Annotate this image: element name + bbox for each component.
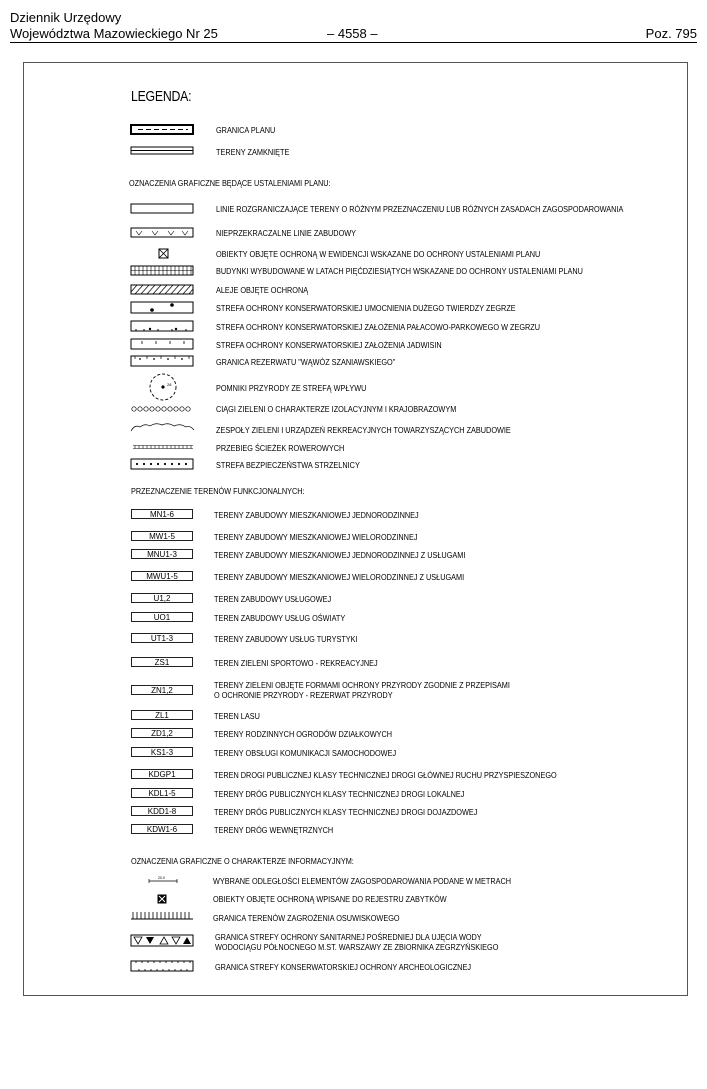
zone-code-ut: UT1-3 [131,633,193,643]
zone-label-kdw: TERENY DRÓG WEWNĘTRZNYCH [214,825,334,835]
zone-label-zn-cont: O OCHRONIE PRZYRODY - REZERWAT PRZYRODY [214,690,393,700]
bike-path-symbol [131,444,195,450]
zone-code-ks: KS1-3 [131,747,193,757]
legend-label-fifties-buildings: BUDYNKI WYBUDOWANE W LATACH PIĘĆDZIESIĄTYCH WSKAZANE DO OCHRONY USTALENIAMI PLANU [216,266,583,276]
page-number: – 4558 – [327,26,378,41]
legend-label-natural-monuments: POMNIKI PRZYRODY ZE STREFĄ WPŁYWU [216,383,367,393]
zone-label-mwu: TERENY ZABUDOWY MIESZKANIOWEJ WIELORODZINNEJ Z USŁUGAMI [214,572,465,582]
zone-label-ut: TERENY ZABUDOWY USŁUG TURYSTYKI [214,634,358,644]
zone-code-zn: ZN1,2 [131,685,193,695]
demarcation-line-symbol [130,203,196,214]
zone-label-kdgp: TEREN DROGI PUBLICZNEJ KLASY TECHNICZNEJ DROGI GŁÓWNEJ RUCHU PRZYSPIESZONEGO [214,770,557,780]
section-title-functional-areas: PRZEZNACZENIE TERENÓW FUNKCJONALNYCH: [131,486,305,496]
green-chain-symbol [131,405,193,413]
zone-code-kdd: KDD1-8 [131,806,193,816]
legend-label-protected-objects: OBIEKTY OBJĘTE OCHRONĄ W EWIDENCJI WSKAZANE DO OCHRONY USTALENIAMI PLANU [216,249,541,259]
info-label-registered-monuments: OBIEKTY OBJĘTE OCHRONĄ WPISANE DO REJESTRU ZABYTKÓW [213,894,447,904]
zone-code-zd: ZD1,2 [131,728,193,738]
zone-code-mn: MN1-6 [131,509,193,519]
fortress-zone-symbol [130,301,196,314]
zone-label-zs: TEREN ZIELENI SPORTOWO - REKREACYJNEJ [214,658,378,668]
zone-code-mnu: MNU1-3 [131,549,193,559]
natural-monument-symbol [146,372,180,402]
zone-label-ks: TERENY OBSŁUGI KOMUNIKACJI SAMOCHODOWEJ [214,748,397,758]
legend-label-green-complexes: ZESPOŁY ZIELENI I URZĄDZEŃ REKREACYJNYCH TOWARZYSZĄCYCH ZABUDOWIE [216,425,511,435]
legend-label-shooting-range: STREFA BEZPIECZEŃSTWA STRZELNICY [216,460,360,470]
zone-label-zl: TEREN LASU [214,711,260,721]
palace-park-zone-symbol [130,320,196,332]
legend-label-reserve-boundary: GRANICA REZERWATU "WĄWÓZ SZANIAWSKIEGO" [216,357,396,367]
reserve-boundary-symbol [130,355,196,367]
legend-label-building-lines: NIEPRZEKRACZALNE LINIE ZABUDOWY [216,228,357,238]
section-title-informational: OZNACZENIA GRAFICZNE O CHARAKTERZE INFORMACYJNYM: [131,856,354,866]
zone-code-mw: MW1-5 [131,531,193,541]
zone-code-kdw: KDW1-6 [131,824,193,834]
closed-areas-symbol [130,146,196,156]
registered-monument-symbol [157,894,167,904]
zone-label-mn: TERENY ZABUDOWY MIESZKANIOWEJ JEDNORODZINNEJ [214,510,419,520]
zone-code-kdl: KDL1-5 [131,788,193,798]
position-number: Poz. 795 [645,26,697,41]
legend-label-fortress-zone: STREFA OCHRONY KONSERWATORSKIEJ UMOCNIENIA DUŻEGO TWIERDZY ZEGRZE [216,303,516,313]
zone-code-kdgp: KDGP1 [131,769,193,779]
protected-alleys-symbol [130,284,196,295]
info-label-water-protection: GRANICA STREFY OCHRONY SANITARNEJ POŚREDNIEJ DLA UJĘCIA WODY [215,932,482,942]
zone-label-uo: TEREN ZABUDOWY USŁUG OŚWIATY [214,613,346,623]
zone-code-zs: ZS1 [131,657,193,667]
journal-title: Dziennik Urzędowy [10,10,122,25]
legend-label-jadwisin-zone: STREFA OCHRONY KONSERWATORSKIEJ ZAŁOŻENIA JADWISIN [216,340,442,350]
legend-label-green-chains: CIĄGI ZIELENI O CHARAKTERZE IZOLACYJNYM I KRAJOBRAZOWYM [216,404,457,414]
svg-text:28: 28 [167,382,172,387]
legend-label-bike-paths: PRZEBIEG ŚCIEŻEK ROWEROWYCH [216,443,345,453]
zone-code-uo: UO1 [131,612,193,622]
legend-label-demarcation-lines: LINIE ROZGRANICZAJĄCE TERENY O RÓŻNYM PRZEZNACZENIU LUB RÓŻNYCH ZASADACH ZAGOSPODAROWANIA [216,204,624,214]
journal-name: Województwa Mazowieckiego Nr 25 [10,26,218,41]
zone-label-u: TEREN ZABUDOWY USŁUGOWEJ [214,594,332,604]
landslide-boundary-symbol [130,910,194,920]
archaeology-zone-symbol [130,960,196,972]
legend-label-plan-boundary: GRANICA PLANU [216,125,276,135]
green-complex-symbol [130,421,196,433]
info-label-landslide: GRANICA TERENÓW ZAGROŻENIA OSUWISKOWEGO [213,913,400,923]
zone-label-zn: TERENY ZIELENI OBJĘTE FORMAMI OCHRONY PRZYRODY ZGODNIE Z PRZEPISAMI [214,680,510,690]
shooting-range-symbol [130,458,196,470]
zone-label-mnu: TERENY ZABUDOWY MIESZKANIOWEJ JEDNORODZINNEJ Z USŁUGAMI [214,550,466,560]
water-protection-symbol [130,934,196,948]
zone-label-kdd: TERENY DRÓG PUBLICZNYCH KLASY TECHNICZNEJ DROGI DOJAZDOWEJ [214,807,478,817]
section-title-plan-designations: OZNACZENIA GRAFICZNE BĘDĄCE USTALENIAMI PLANU: [129,178,331,188]
zone-code-mwu: MWU1-5 [131,571,193,581]
zone-code-zl: ZL1 [131,710,193,720]
zone-code-u: U1,2 [131,593,193,603]
info-label-distances: WYBRANE ODLEGŁOŚCI ELEMENTÓW ZAGOSPODAROWANIA PODANE W METRACH [213,876,512,886]
distance-dimension-symbol [148,874,178,884]
jadwisin-zone-symbol [130,338,196,350]
plan-boundary-symbol [130,124,196,136]
legend-title: LEGENDA: [131,88,192,105]
legend-label-palace-park-zone: STREFA OCHRONY KONSERWATORSKIEJ ZAŁOŻENIA PAŁACOWO-PARKOWEGO W ZEGRZU [216,322,541,332]
legend-label-closed-areas: TERENY ZAMKNIĘTE [216,147,290,157]
legend-label-protected-alleys: ALEJE OBJĘTE OCHRONĄ [216,285,309,295]
legend-frame [23,62,688,996]
info-label-water-protection-cont: WODOCIĄGU PÓŁNOCNEGO M.ST. WARSZAWY ZE ZBIORNIKA ZEGRZYŃSKIEGO [215,942,499,952]
fifties-buildings-symbol [130,265,196,276]
zone-label-zd: TERENY RODZINNYCH OGRODÓW DZIAŁKOWYCH [214,729,393,739]
zone-label-kdl: TERENY DRÓG PUBLICZNYCH KLASY TECHNICZNEJ DROGI LOKALNEJ [214,789,465,799]
header-line [10,26,697,43]
distance-dimension-value: 20.0 [158,876,165,880]
info-label-archaeology: GRANICA STREFY KONSERWATORSKIEJ OCHRONY ARCHEOLOGICZNEJ [215,962,471,972]
building-line-symbol [130,227,196,238]
zone-label-mw: TERENY ZABUDOWY MIESZKANIOWEJ WIELORODZINNEJ [214,532,418,542]
protected-object-symbol [158,248,169,259]
